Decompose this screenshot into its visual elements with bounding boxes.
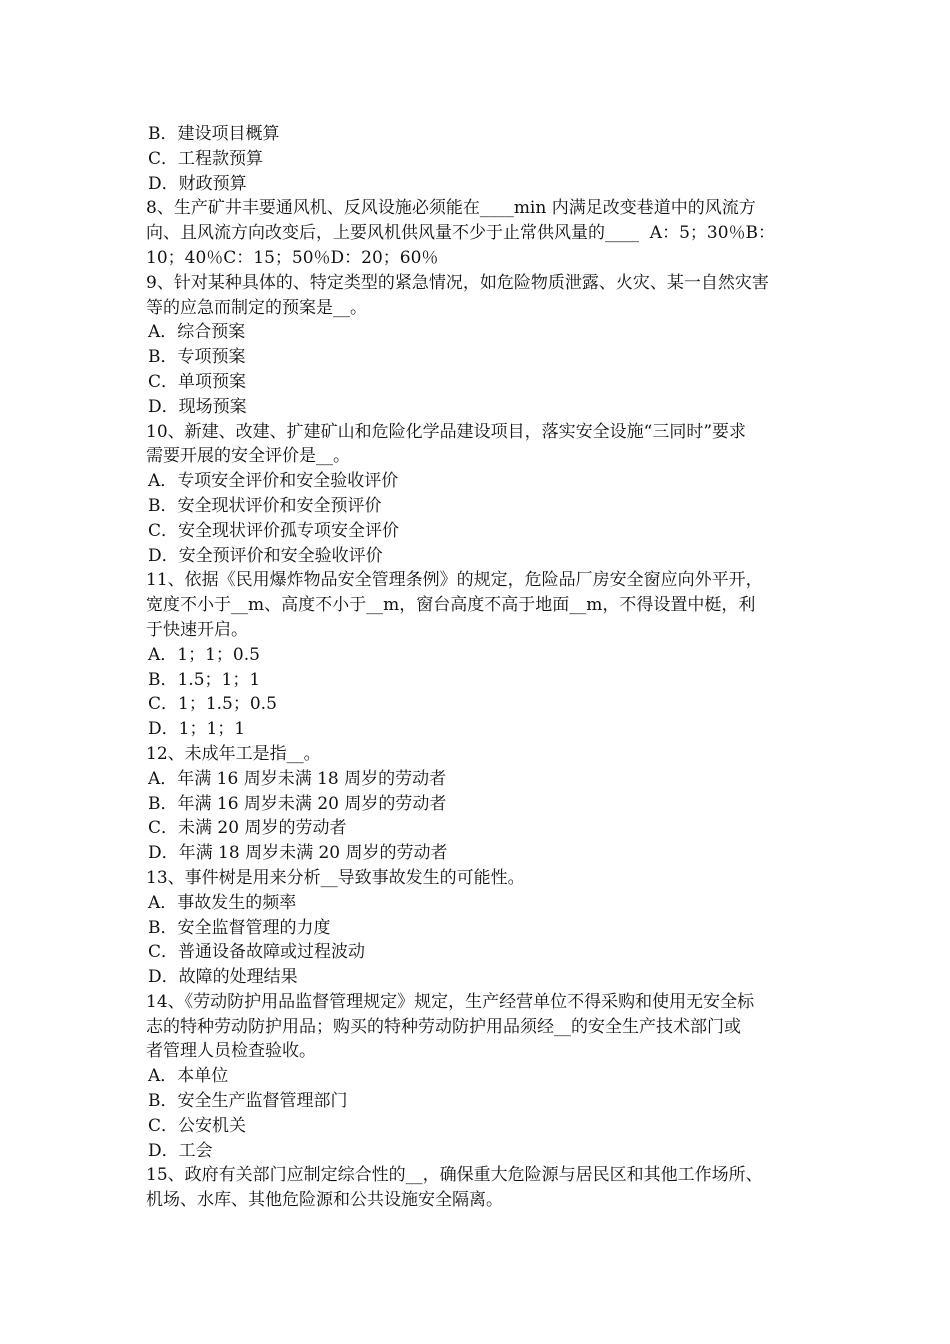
question-line: 机场、水库、其他危险源和公共设施安全隔离。 (146, 1190, 503, 1211)
option-line: D．现场预案 (148, 396, 247, 417)
option-line: D．故障的处理结果 (148, 967, 298, 988)
option-line: D．财政预算 (148, 173, 247, 194)
question-line: 15、政府有关部门应制定综合性的__，确保重大危险源与居民区和其他工作场所、 (146, 1165, 763, 1186)
option-line: C．工程款预算 (148, 148, 264, 169)
option-line: A．事故发生的频率 (148, 892, 297, 913)
question-line: 10；40％C：15；50％D：20；60％ (146, 247, 439, 268)
option-line: B．建设项目概算 (148, 124, 280, 144)
question-line: 向、且风流方向改变后，上要风机供风量不少于止常供风量的____ A：5；30％B： (146, 223, 776, 244)
option-line: B．安全监督管理的力度 (148, 917, 331, 938)
option-line: A．1；1；0.5 (148, 644, 260, 665)
question-line: 需要开展的安全评价是__。 (146, 446, 350, 467)
option-line: A．年满 16 周岁未满 18 周岁的劳动者 (148, 768, 447, 789)
option-line: A．综合预案 (148, 322, 246, 343)
option-line: A．本单位 (148, 1066, 229, 1087)
option-line: C．未满 20 周岁的劳动者 (148, 818, 347, 839)
document-body (146, 122, 822, 1213)
option-line: C．1；1.5；0.5 (148, 694, 277, 715)
question-line: 14、《劳动防护用品监督管理规定》规定，生产经营单位不得采购和使用无安全标 (146, 991, 755, 1012)
question-line: 宽度不小于__m、高度不小于__m，窗台高度不高于地面__m，不得设置中梃，利 (146, 595, 756, 616)
question-line: 13、事件树是用来分析__导致事故发生的可能性。 (146, 867, 525, 888)
option-line: C．安全现状评价孤专项安全评价 (148, 520, 400, 541)
question-line: 11、依据《民用爆炸物品安全管理条例》的规定，危险品厂房安全窗应向外平开， (146, 570, 763, 591)
question-line: 10、新建、改建、扩建矿山和危险化学品建设项目，落实安全设施“三同时”要求 (146, 421, 747, 442)
question-line: 12、未成年工是指__。 (146, 743, 321, 764)
option-line: B．年满 16 周岁未满 20 周岁的劳动者 (148, 793, 447, 814)
option-line: C．公安机关 (148, 1115, 247, 1136)
option-line: A．专项安全评价和安全验收评价 (148, 471, 399, 492)
option-line: D．安全预评价和安全验收评价 (148, 545, 383, 566)
question-line: 等的应急而制定的预案是__。 (146, 297, 367, 318)
option-line: C．单项预案 (148, 371, 247, 392)
question-line: 志的特种劳动防护用品；购买的特种劳动防护用品须经__的安全生产技术部门或 (146, 1016, 741, 1037)
option-line: C．普通设备故障或过程波动 (148, 942, 366, 963)
option-line: D．1；1；1 (148, 719, 246, 740)
question-line: 8、生产矿井丰要通风机、反风设施必须能在____min 内满足改变巷道中的风流方 (146, 198, 756, 219)
option-line: B．专项预案 (148, 347, 246, 368)
question-line: 者管理人员检查验收。 (146, 1041, 316, 1062)
option-line: B．安全生产监督管理部门 (148, 1091, 348, 1112)
option-line: D．工会 (148, 1140, 213, 1161)
question-line: 9、针对某种具体的、特定类型的紧急情况，如危险物质泄露、火灾、某一自然灾害 (146, 272, 769, 293)
option-line: D．年满 18 周岁未满 20 周岁的劳动者 (148, 843, 448, 864)
option-line: B．安全现状评价和安全预评价 (148, 495, 382, 516)
question-line: 于快速开启。 (146, 619, 248, 640)
option-line: B．1.5；1；1 (148, 669, 261, 690)
